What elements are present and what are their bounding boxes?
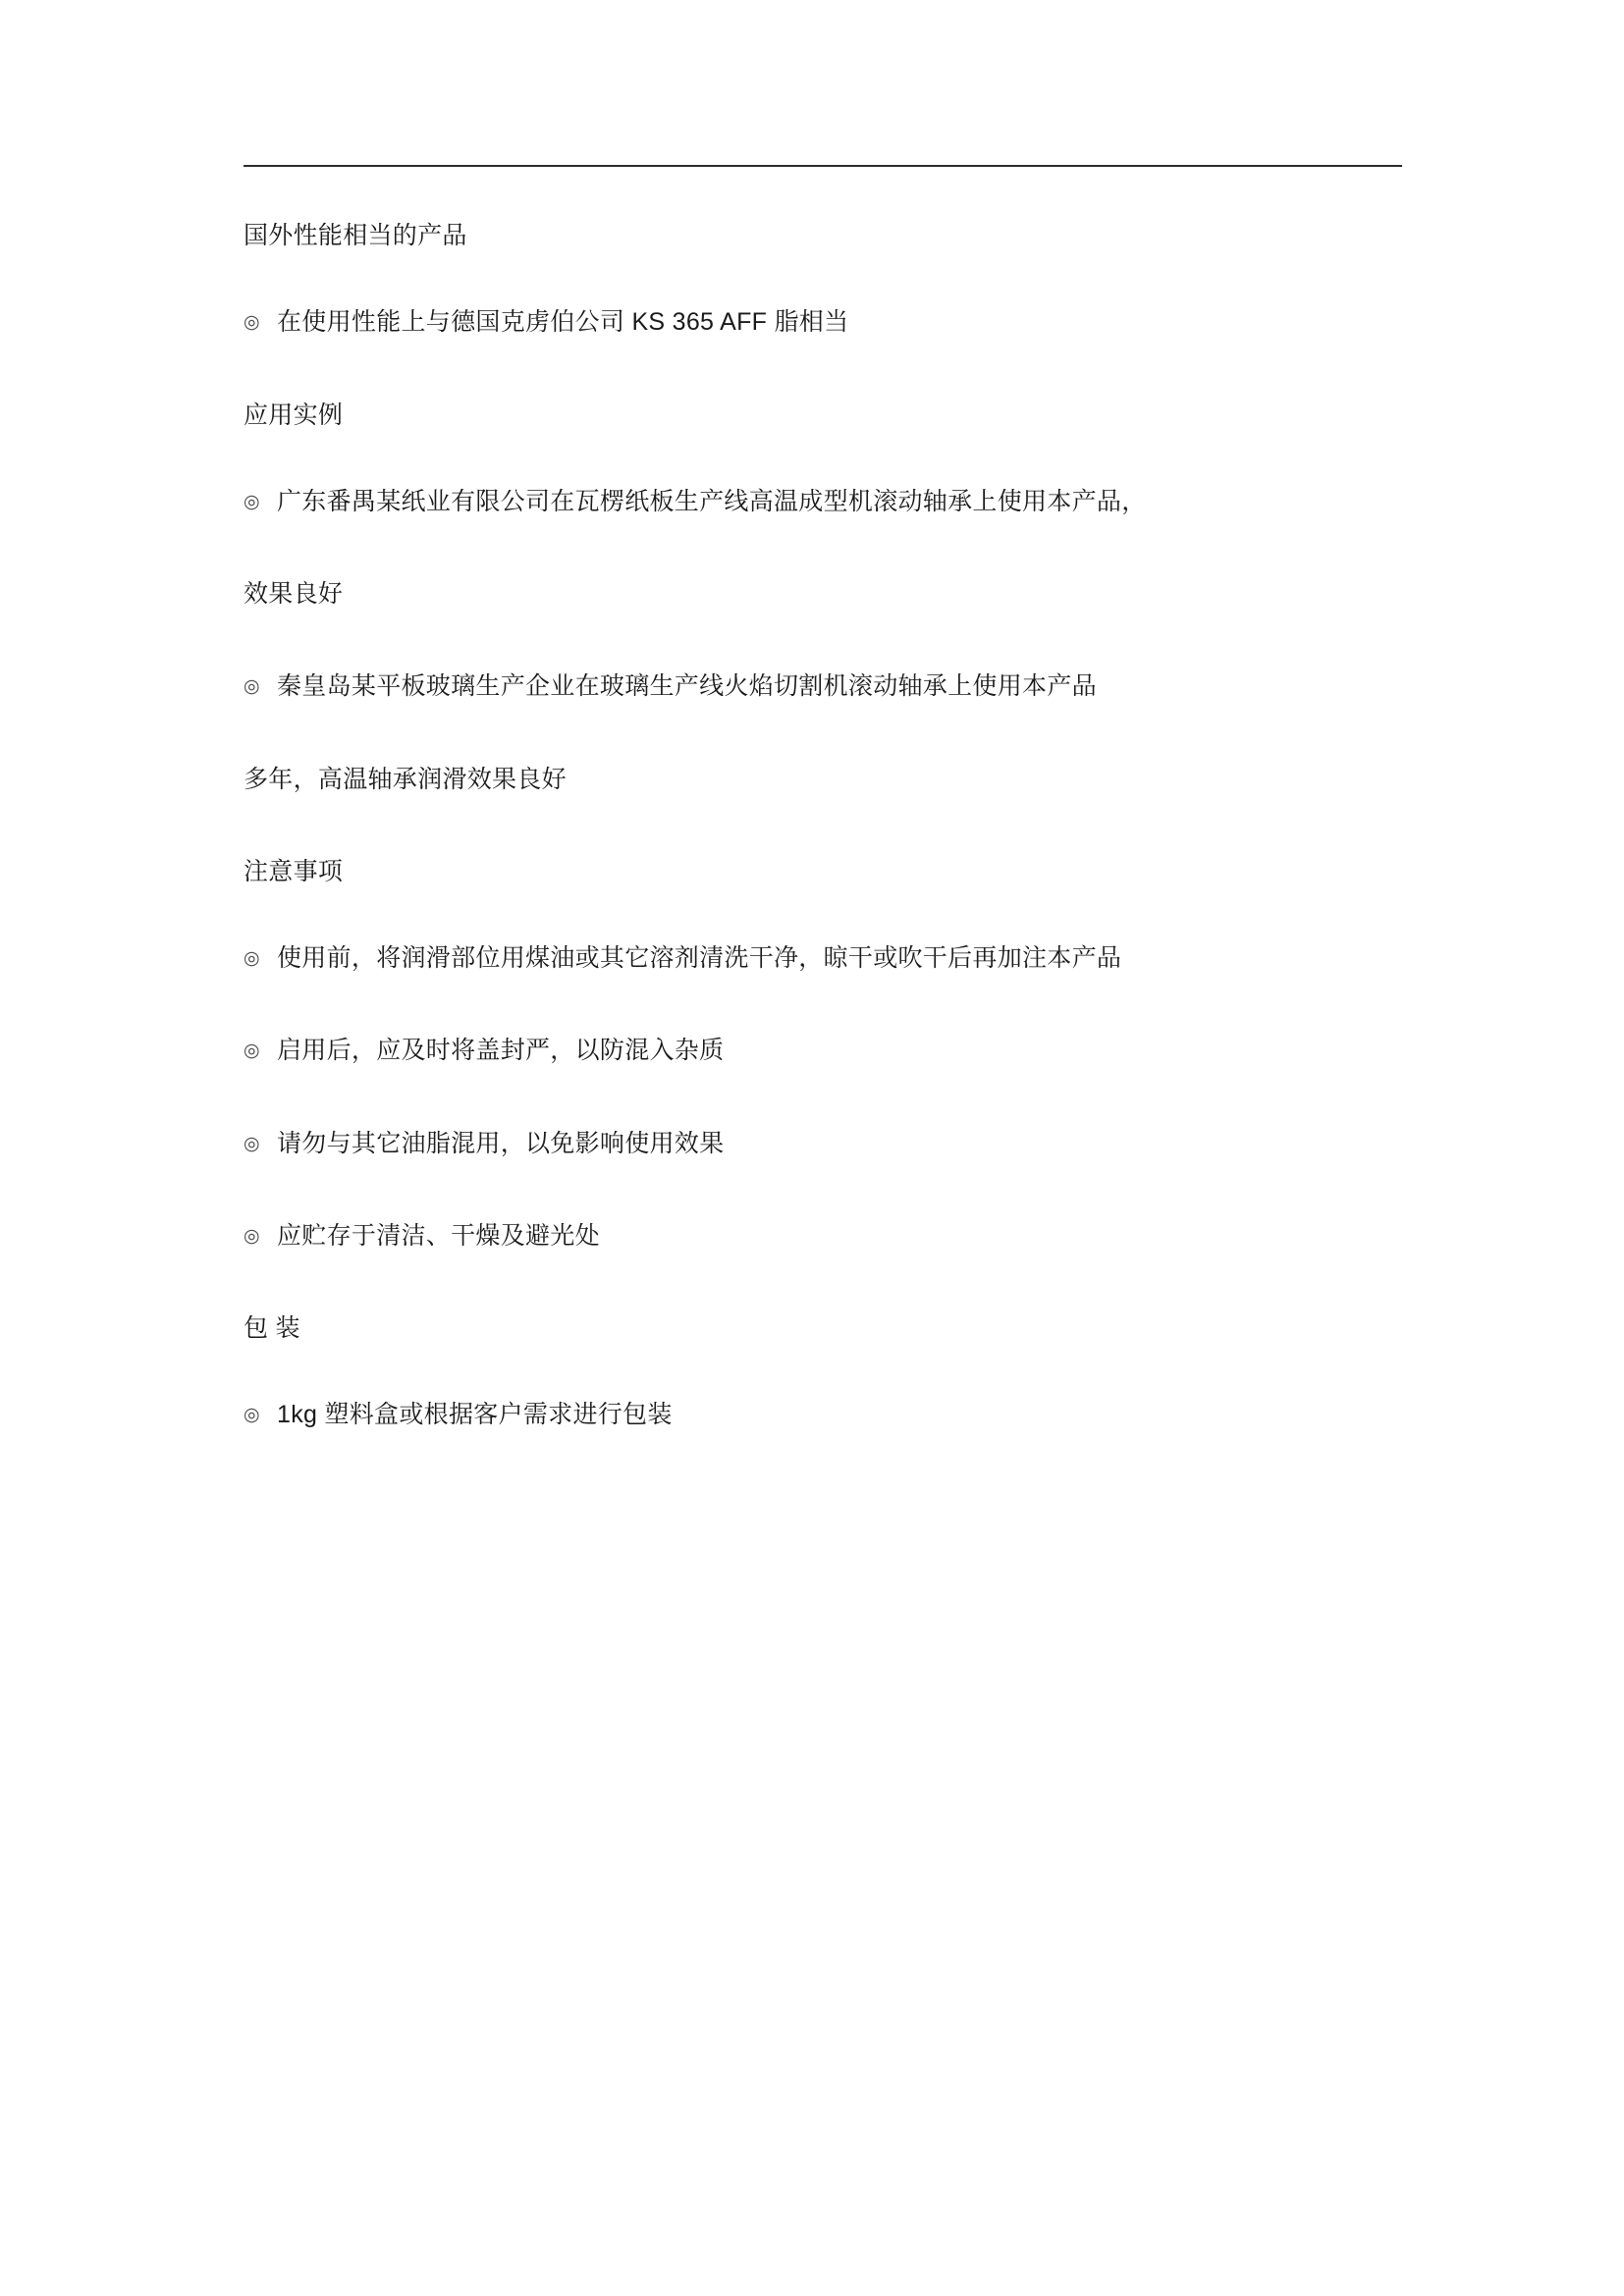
section-heading-packaging: 包 装 [244, 1314, 300, 1342]
bullet-icon: ◎ [244, 1133, 260, 1154]
bullet-icon: ◎ [244, 491, 260, 512]
section-heading-precautions: 注意事项 [244, 857, 344, 885]
list-item [244, 940, 1402, 976]
list-item-text: 请勿与其它油脂混用，以免影响使用效果 [277, 1129, 725, 1157]
section-heading-application-examples: 应用实例 [244, 400, 344, 429]
list-item-text: 广东番禺某纸业有限公司在瓦楞纸板生产线高温成型机滚动轴承上使用本产品， [277, 487, 1147, 515]
list-item [244, 1126, 1402, 1161]
bullet-icon: ◎ [244, 676, 260, 698]
bullet-icon: ◎ [244, 1041, 260, 1062]
list-item-text: 1kg 塑料盒或根据客户需求进行包装 [277, 1401, 673, 1429]
list-item [244, 1397, 1402, 1432]
list-item-continuation: 效果良好 [244, 580, 344, 608]
list-item [244, 1218, 1402, 1254]
list-item [244, 484, 1402, 519]
header-divider [244, 165, 1402, 167]
list-item [244, 304, 1402, 340]
list-item-text: 应贮存于清洁、干燥及避光处 [277, 1221, 600, 1250]
section-heading-foreign-equivalent: 国外性能相当的产品 [244, 222, 467, 249]
bullet-icon: ◎ [244, 1225, 260, 1247]
document-content [244, 165, 1402, 1490]
list-item [244, 668, 1402, 704]
bullet-icon: ◎ [244, 948, 260, 969]
bullet-icon: ◎ [244, 1405, 260, 1426]
list-item [244, 1033, 1402, 1068]
bullet-icon: ◎ [244, 312, 260, 334]
list-item-text: 启用后，应及时将盖封严，以防混入杂质 [277, 1037, 725, 1065]
list-item-text: 秦皇岛某平板玻璃生产企业在玻璃生产线火焰切割机滚动轴承上使用本产品 [277, 672, 1097, 701]
list-item-text: 在使用性能上与德国克虏伯公司 KS 365 AFF 脂相当 [277, 308, 849, 337]
list-item-text: 使用前，将润滑部位用煤油或其它溶剂清洗干净，晾干或吹干后再加注本产品 [277, 944, 1122, 972]
list-item-continuation: 多年，高温轴承润滑效果良好 [244, 765, 567, 793]
